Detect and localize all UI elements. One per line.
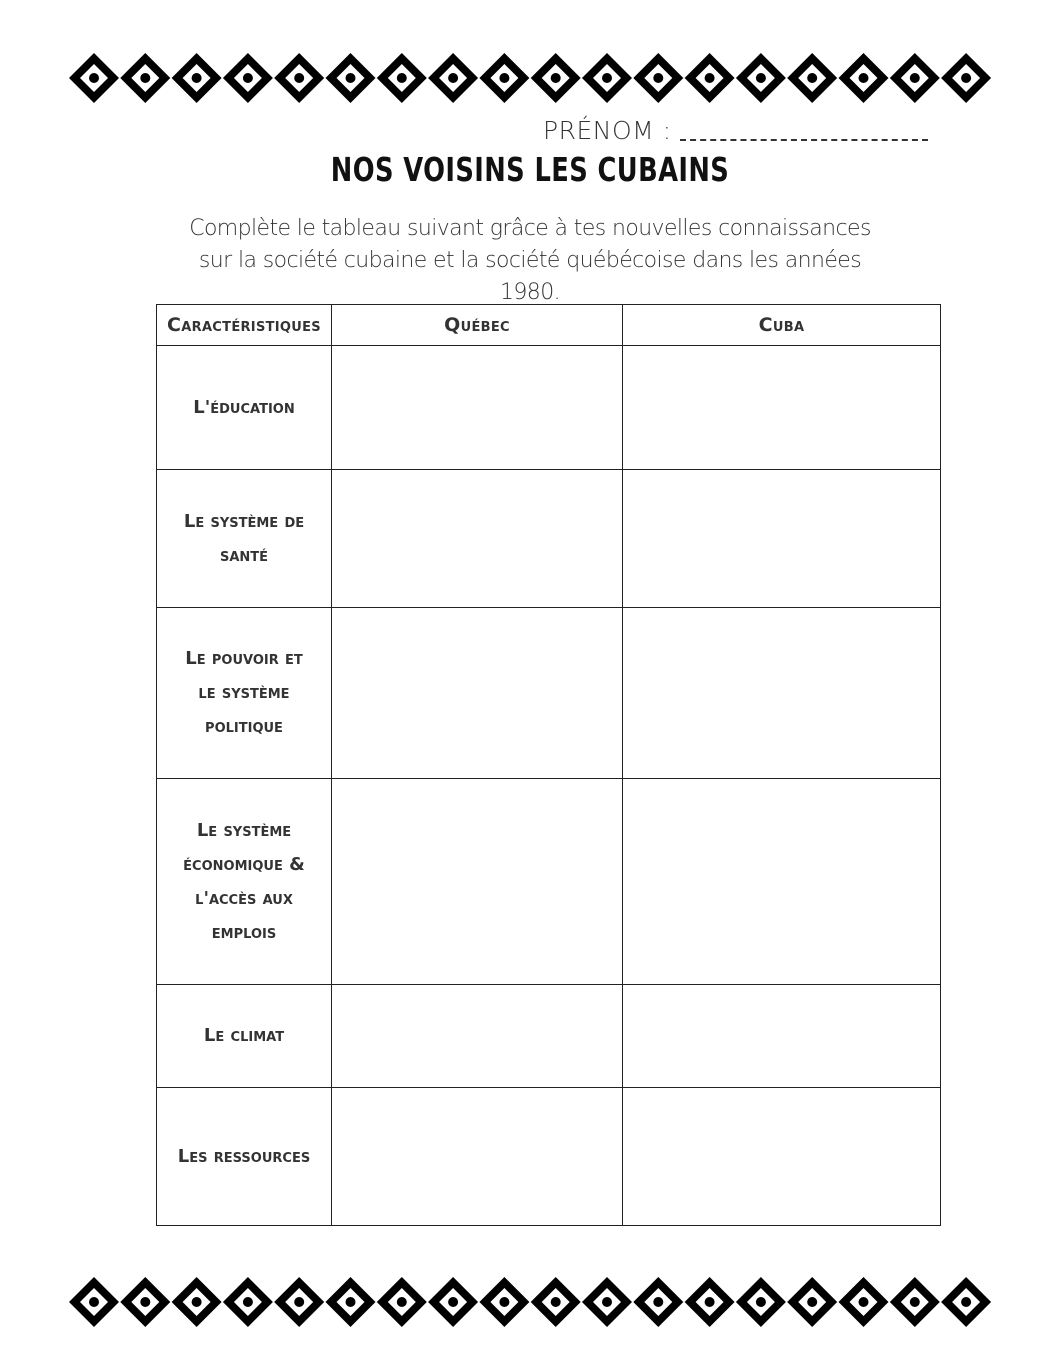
table-row <box>157 470 941 608</box>
diamond-dot-icon <box>839 53 889 103</box>
diamond-dot-icon <box>274 53 324 103</box>
comparison-table <box>156 304 941 1226</box>
column-header-quebec: Québec <box>332 305 623 346</box>
answer-cell-quebec[interactable] <box>332 1088 623 1226</box>
instructions-text: Complète le tableau suivant grâce à tes nouvelles connaissances sur la société cubaine et la société québécoise dans les années 1980. <box>189 216 871 305</box>
diamond-dot-icon <box>685 1277 735 1327</box>
diamond-dot-icon <box>326 53 376 103</box>
diamond-dot-icon <box>172 1277 222 1327</box>
name-label: PRÉNOM : <box>543 116 672 145</box>
diamond-dot-icon <box>223 1277 273 1327</box>
row-label-ressources: Les ressources <box>157 1088 332 1226</box>
answer-cell-cuba[interactable] <box>623 470 941 608</box>
diamond-dot-icon <box>120 1277 170 1327</box>
answer-cell-quebec[interactable] <box>332 346 623 470</box>
diamond-dot-icon <box>172 53 222 103</box>
table-row <box>157 346 941 470</box>
diamond-dot-icon <box>787 53 837 103</box>
diamond-dot-icon <box>941 53 991 103</box>
row-label-economie: Le système économique & l'accès aux emplois <box>157 779 332 985</box>
diamond-dot-icon <box>890 53 940 103</box>
diamond-dot-icon <box>582 53 632 103</box>
diamond-dot-icon <box>274 1277 324 1327</box>
table-header-row <box>157 305 941 346</box>
diamond-dot-icon <box>890 1277 940 1327</box>
top-decorative-border <box>0 48 1060 108</box>
answer-cell-cuba[interactable] <box>623 985 941 1088</box>
name-blank-line[interactable] <box>680 139 928 141</box>
column-header-cuba: Cuba <box>623 305 941 346</box>
answer-cell-cuba[interactable] <box>623 608 941 779</box>
diamond-dot-icon <box>223 53 273 103</box>
diamond-dot-icon <box>428 53 478 103</box>
name-field[interactable] <box>543 116 928 145</box>
diamond-dot-icon <box>941 1277 991 1327</box>
diamond-dot-icon <box>326 1277 376 1327</box>
answer-cell-cuba[interactable] <box>623 1088 941 1226</box>
answer-cell-cuba[interactable] <box>623 346 941 470</box>
answer-cell-quebec[interactable] <box>332 470 623 608</box>
page-title: NOS VOISINS LES CUBAINS <box>330 150 730 189</box>
diamond-dot-icon <box>69 1277 119 1327</box>
diamond-dot-icon <box>479 53 529 103</box>
row-label-education: L'éducation <box>157 346 332 470</box>
answer-cell-cuba[interactable] <box>623 779 941 985</box>
diamond-dot-icon <box>839 1277 889 1327</box>
diamond-dot-icon <box>633 53 683 103</box>
answer-cell-quebec[interactable] <box>332 779 623 985</box>
diamond-dot-icon <box>531 53 581 103</box>
diamond-dot-icon <box>120 53 170 103</box>
diamond-dot-icon <box>736 53 786 103</box>
diamond-dot-icon <box>736 1277 786 1327</box>
diamond-dot-icon <box>377 1277 427 1327</box>
diamond-dot-icon <box>582 1277 632 1327</box>
diamond-dot-icon <box>531 1277 581 1327</box>
bottom-decorative-border <box>0 1272 1060 1332</box>
answer-cell-quebec[interactable] <box>332 608 623 779</box>
column-header-caracteristiques: Caractéristiques <box>157 305 332 346</box>
row-label-sante: Le système de santé <box>157 470 332 608</box>
diamond-dot-icon <box>479 1277 529 1327</box>
diamond-dot-icon <box>69 53 119 103</box>
table-row <box>157 779 941 985</box>
table-row <box>157 985 941 1088</box>
table-row <box>157 1088 941 1226</box>
row-label-climat: Le climat <box>157 985 332 1088</box>
diamond-dot-icon <box>377 53 427 103</box>
diamond-dot-icon <box>787 1277 837 1327</box>
answer-cell-quebec[interactable] <box>332 985 623 1088</box>
table-row <box>157 608 941 779</box>
row-label-pouvoir: Le pouvoir et le système politique <box>157 608 332 779</box>
diamond-dot-icon <box>428 1277 478 1327</box>
diamond-dot-icon <box>633 1277 683 1327</box>
diamond-dot-icon <box>685 53 735 103</box>
